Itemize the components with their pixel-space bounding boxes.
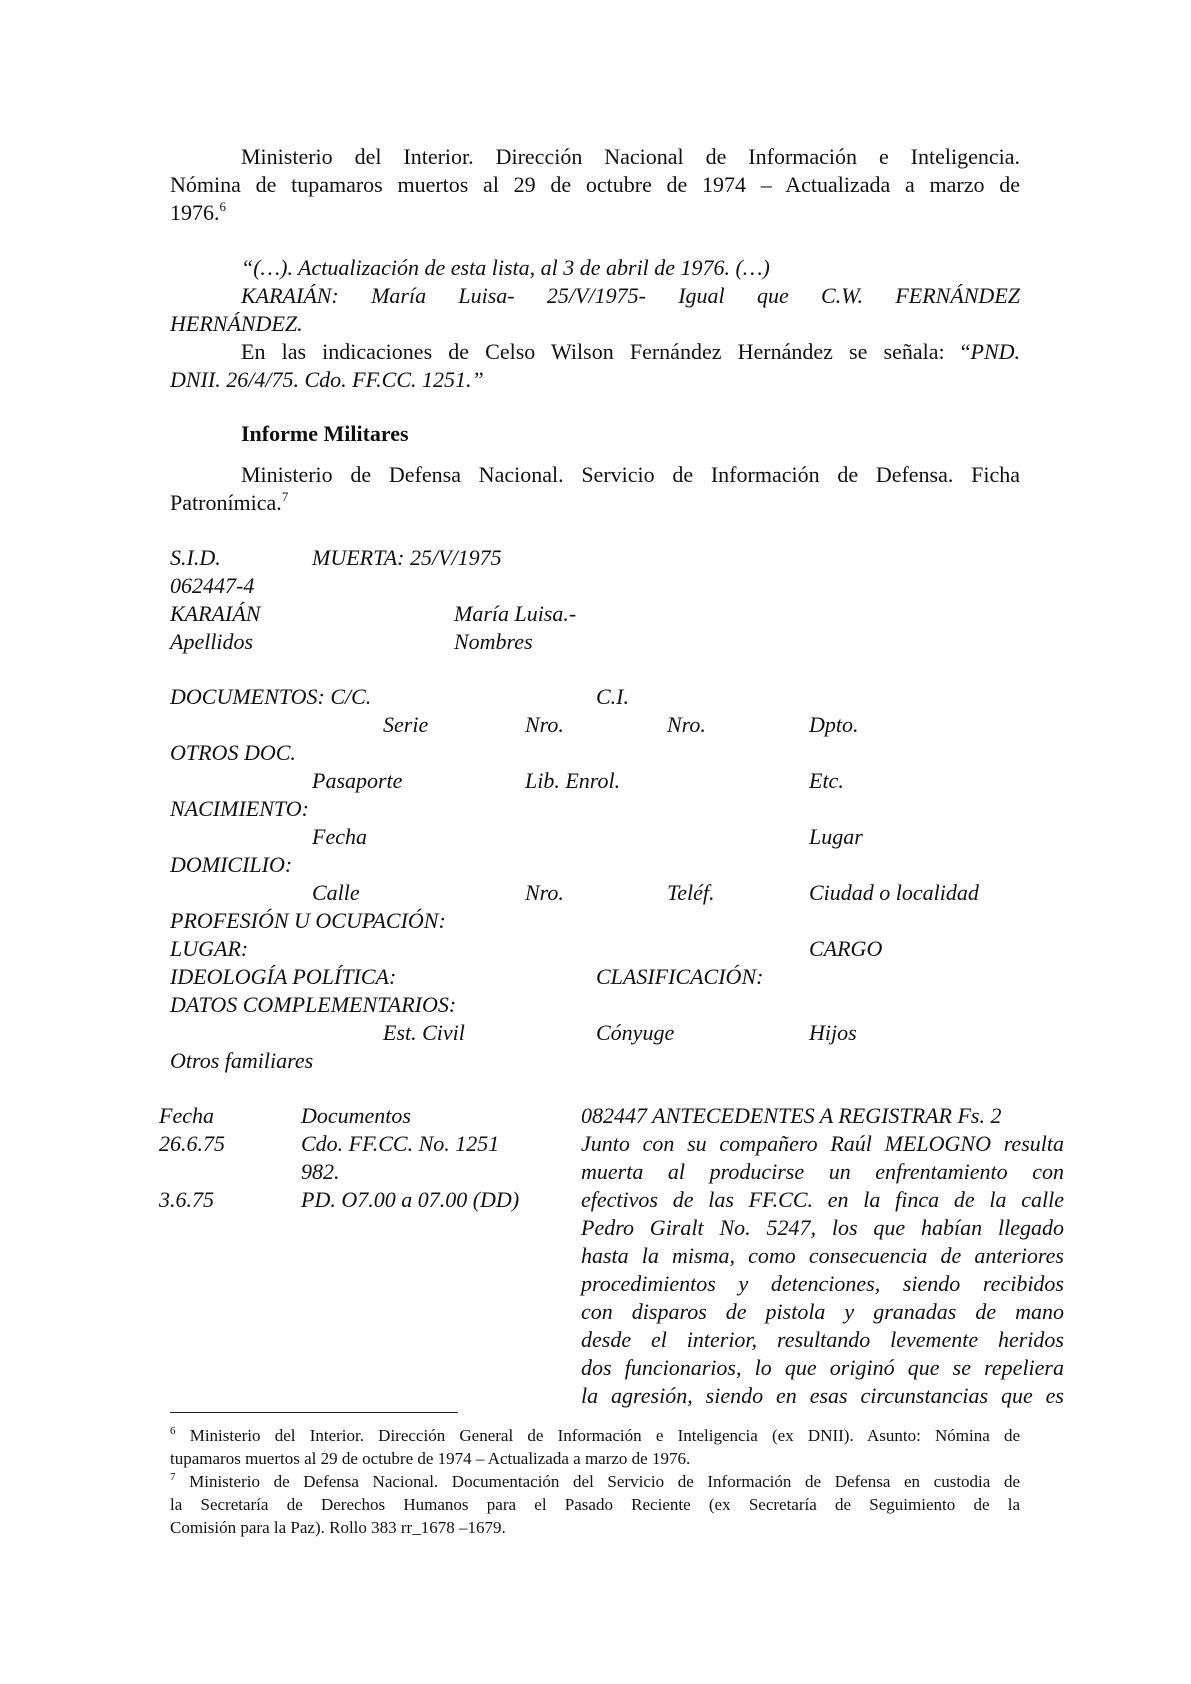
- antecedentes-line-10: la agresión, siendo en esas circunstancias que es: [581, 1383, 1064, 1408]
- ficha-profesion: PROFESIÓN U OCUPACIÓN:: [170, 908, 446, 933]
- paragraph-ministerio-line3: [170, 199, 1020, 227]
- footnote-ref-7: 7: [281, 489, 289, 504]
- ficha-nombre: María Luisa.-: [454, 601, 577, 626]
- ficha-lugar: LUGAR:: [170, 936, 249, 961]
- ficha-dpto: Dpto.: [809, 712, 859, 737]
- records-antecedentes-header: 082447 ANTECEDENTES A REGISTRAR Fs. 2: [581, 1103, 1002, 1128]
- ficha-ci: C.I.: [596, 684, 629, 709]
- ficha-lugar-label: Lugar: [809, 824, 863, 849]
- ficha-apellidos-label: Apellidos: [170, 629, 254, 654]
- ficha-nacimiento: NACIMIENTO:: [170, 796, 309, 821]
- ficha-number: 062447-4: [170, 573, 255, 598]
- record-2-documento: PD. O7.00 a 07.00 (DD): [301, 1187, 520, 1212]
- paragraph-ministerio-line2: Nómina de tupamaros muertos al 29 de octubre de 1974 – Actualizada a marzo de: [170, 172, 1020, 197]
- footnote-6-line2: tupamaros muertos al 29 de octubre de 1974 – Actualizada a marzo de 1976.: [170, 1449, 691, 1468]
- ficha-telef: Teléf.: [667, 880, 715, 905]
- ficha-muerta: MUERTA: 25/V/1975: [312, 545, 502, 570]
- ficha-fecha-label: Fecha: [312, 824, 367, 849]
- paragraph-defensa-line2: [170, 489, 288, 517]
- paragraph-ministerio-line1: Ministerio del Interior. Dirección Nacional de Información e Inteligencia.: [241, 144, 1020, 169]
- footnote-7-number: 7: [170, 1471, 176, 1483]
- footnote-separator: [170, 1412, 458, 1413]
- ficha-nro-1: Nro.: [525, 712, 564, 737]
- paragraph-ministerio-line3-text: 1976.: [170, 200, 220, 225]
- record-1-fecha: 26.6.75: [159, 1131, 225, 1156]
- paragraph-indicaciones-italic: PND.: [970, 339, 1020, 364]
- ficha-etc: Etc.: [809, 768, 844, 793]
- antecedentes-line-8: desde el interior, resultando levemente heridos: [581, 1327, 1064, 1352]
- record-1-documento: Cdo. FF.CC. No. 1251: [301, 1131, 500, 1156]
- ficha-clasificacion: CLASIFICACIÓN:: [596, 964, 764, 989]
- antecedentes-line-4: Pedro Giralt No. 5247, los que habían llegado: [581, 1215, 1064, 1240]
- section-heading: Informe Militares: [241, 421, 409, 446]
- antecedentes-line-3: efectivos de las FF.CC. en la finca de la calle: [581, 1187, 1064, 1212]
- footnote-6-line1: [170, 1425, 1020, 1447]
- ficha-nro-2: Nro.: [667, 712, 706, 737]
- ficha-domicilio: DOMICILIO:: [170, 852, 293, 877]
- footnote-6-text-1: Ministerio del Interior. Dirección General de Información e Inteligencia (ex DNII). Asunto: Nómina de: [189, 1426, 1021, 1445]
- antecedentes-line-7: con disparos de pistola y granadas de mano: [581, 1299, 1064, 1324]
- ficha-otros-doc: OTROS DOC.: [170, 740, 296, 765]
- ficha-cargo: CARGO: [809, 936, 883, 961]
- records-documentos-header: Documentos: [301, 1103, 411, 1128]
- quote-line3: HERNÁNDEZ.: [170, 311, 303, 336]
- quote-line2: KARAIÁN: María Luisa- 25/V/1975- Igual que C.W. FERNÁNDEZ: [241, 283, 1020, 308]
- paragraph-defensa-line2-text: Patronímica.: [170, 490, 282, 515]
- footnote-7-line3: Comisión para la Paz). Rollo 383 rr_1678 –1679.: [170, 1518, 506, 1537]
- ficha-est-civil: Est. Civil: [383, 1020, 465, 1045]
- ficha-lib-enrol: Lib. Enrol.: [525, 768, 621, 793]
- ficha-ideologia: IDEOLOGÍA POLÍTICA:: [170, 964, 397, 989]
- quote-line1: “(…). Actualización de esta lista, al 3 de abril de 1976. (…): [241, 255, 770, 280]
- antecedentes-line-1: Junto con su compañero Raúl MELOGNO resulta: [581, 1131, 1064, 1156]
- record-1-documento-cont: 982.: [301, 1159, 340, 1184]
- paragraph-defensa-line1: Ministerio de Defensa Nacional. Servicio de Información de Defensa. Ficha: [241, 462, 1020, 487]
- antecedentes-line-5: hasta la misma, como consecuencia de anteriores: [581, 1243, 1064, 1268]
- ficha-nombres-label: Nombres: [454, 629, 533, 654]
- footnote-6-number: 6: [170, 1425, 176, 1437]
- footnote-7-line2: la Secretaría de Derechos Humanos para el Pasado Reciente (ex Secretaría de Seguimiento de la: [170, 1495, 1020, 1514]
- record-2-fecha: 3.6.75: [159, 1187, 214, 1212]
- paragraph-indicaciones-plain: En las indicaciones de Celso Wilson Fernández Hernández se señala: “: [241, 339, 971, 364]
- antecedentes-line-9: dos funcionarios, lo que originó que se repeliera: [581, 1355, 1064, 1380]
- ficha-sid: S.I.D.: [170, 545, 221, 570]
- footnote-7-text-1: Ministerio de Defensa Nacional. Documentación del Servicio de Información de Defensa en custodia de: [189, 1472, 1020, 1491]
- paragraph-indicaciones-line1: [241, 338, 1020, 366]
- paragraph-indicaciones-line2: DNII. 26/4/75. Cdo. FF.CC. 1251.”: [170, 367, 484, 392]
- ficha-nro-3: Nro.: [525, 880, 564, 905]
- ficha-pasaporte: Pasaporte: [312, 768, 403, 793]
- antecedentes-line-6: procedimientos y detenciones, siendo recibidos: [581, 1271, 1064, 1296]
- ficha-otros-familiares: Otros familiares: [170, 1048, 314, 1073]
- ficha-conyuge: Cónyuge: [596, 1020, 675, 1045]
- footnote-ref-6: 6: [219, 199, 226, 214]
- ficha-datos-complementarios: DATOS COMPLEMENTARIOS:: [170, 992, 457, 1017]
- records-fecha-header: Fecha: [159, 1103, 214, 1128]
- ficha-documentos: DOCUMENTOS: C/C.: [170, 684, 372, 709]
- ficha-hijos: Hijos: [809, 1020, 857, 1045]
- footnote-7-line1: [170, 1471, 1020, 1493]
- ficha-apellido: KARAIÁN: [170, 601, 261, 626]
- ficha-calle: Calle: [312, 880, 360, 905]
- antecedentes-line-2: muerta al producirse un enfrentamiento con: [581, 1159, 1064, 1184]
- ficha-ciudad: Ciudad o localidad: [809, 880, 979, 905]
- ficha-serie: Serie: [383, 712, 429, 737]
